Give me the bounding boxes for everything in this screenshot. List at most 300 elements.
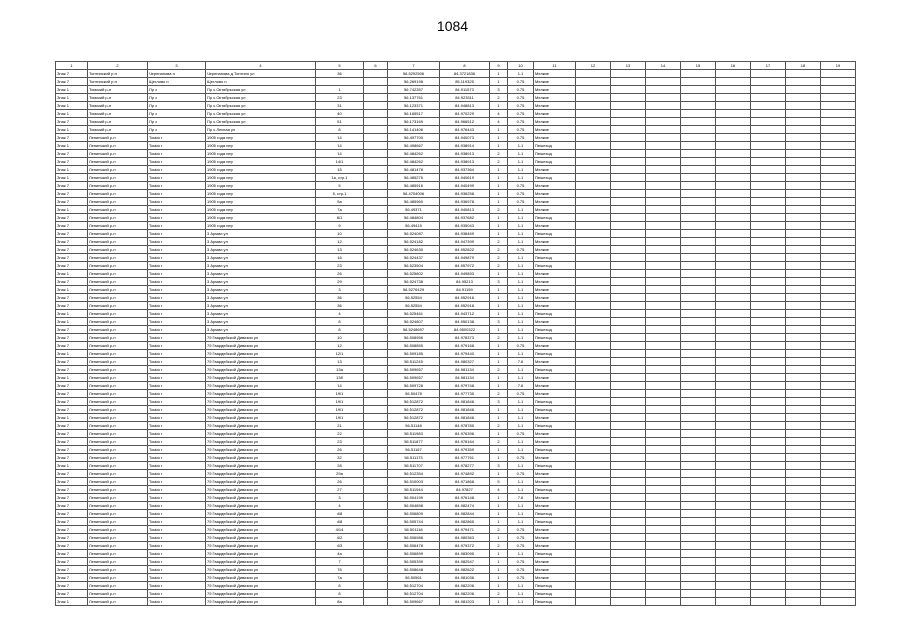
table-row — [56, 150, 856, 158]
table-cell — [786, 390, 821, 398]
table-cell: 84.952918 — [440, 302, 490, 310]
table-cell — [576, 206, 611, 214]
table-cell: 84.940073 — [440, 134, 490, 142]
table-cell — [716, 270, 751, 278]
table-cell: Ленинский р-н — [88, 598, 148, 606]
table-row — [56, 502, 856, 510]
table-cell: 79 Гвардейской Дивизии ул — [206, 430, 316, 438]
table-cell — [681, 214, 716, 222]
table-cell: 3 — [490, 462, 508, 470]
table-cell — [751, 70, 786, 78]
table-cell: 3 — [490, 398, 508, 406]
table-cell — [364, 310, 388, 318]
table-cell — [576, 70, 611, 78]
table-cell — [786, 542, 821, 550]
table-cell — [821, 542, 856, 550]
table-cell — [821, 574, 856, 582]
table-cell: Пешеход — [534, 142, 576, 150]
table-cell: 84.977761 — [440, 454, 490, 462]
table-cell — [716, 414, 751, 422]
table-cell: Знак 1 — [56, 206, 88, 214]
table-cell: Ленинский р-н — [88, 558, 148, 566]
table-cell — [786, 118, 821, 126]
table-cell: 79 Гвардейской Дивизии ул — [206, 542, 316, 550]
table-cell — [821, 526, 856, 534]
table-cell: Ленинский р-н — [88, 358, 148, 366]
table-cell: 0.75 — [508, 566, 534, 574]
table-cell: 1 — [490, 574, 508, 582]
table-cell — [716, 374, 751, 382]
table-cell — [364, 566, 388, 574]
table-cell — [681, 222, 716, 230]
table-cell — [611, 158, 646, 166]
table-cell — [576, 286, 611, 294]
table-cell: 0.75 — [508, 118, 534, 126]
table-cell — [681, 582, 716, 590]
table-row — [56, 558, 856, 566]
table-cell: 84.981846 — [440, 414, 490, 422]
table-row — [56, 366, 856, 374]
table-cell — [646, 494, 681, 502]
table-cell: Ленинский р-н — [88, 166, 148, 174]
column-header: 8 — [440, 62, 490, 70]
table-cell — [646, 342, 681, 350]
table-cell — [576, 542, 611, 550]
table-cell — [611, 142, 646, 150]
table-cell: 1.1 — [508, 310, 534, 318]
table-cell: 51 — [316, 118, 364, 126]
table-cell: Ленинский р-н — [88, 542, 148, 550]
table-cell — [786, 222, 821, 230]
table-cell: Томск г — [148, 262, 206, 270]
table-cell: 13 — [316, 246, 364, 254]
table-cell: 40 — [316, 110, 364, 118]
table-cell: Мелкие — [534, 182, 576, 190]
table-cell: 84.983095 — [440, 550, 490, 558]
table-cell: Знак 7 — [56, 574, 88, 582]
table-cell: 1905 года пер — [206, 190, 316, 198]
table-cell: Мелкие — [534, 454, 576, 462]
table-cell: 4/3 — [316, 542, 364, 550]
table-cell: Томск г — [148, 406, 206, 414]
table-cell: Ленинский р-н — [88, 422, 148, 430]
table-cell — [611, 230, 646, 238]
table-cell — [786, 102, 821, 110]
table-cell — [646, 190, 681, 198]
table-cell — [681, 350, 716, 358]
table-cell: 28 — [316, 462, 364, 470]
table-cell: Топтинский р-н — [88, 70, 148, 78]
table-cell: Мелкие — [534, 358, 576, 366]
table-cell — [681, 574, 716, 582]
table-cell: Ленинский р-н — [88, 182, 148, 190]
table-cell: Знак 7 — [56, 406, 88, 414]
table-cell: Знак 7 — [56, 590, 88, 598]
table-cell — [681, 110, 716, 118]
table-cell: 1905 года пер — [206, 158, 316, 166]
table-cell: Знак 7 — [56, 550, 88, 558]
table-cell: 79 Гвардейской Дивизии ул — [206, 582, 316, 590]
table-cell: Томск г — [148, 574, 206, 582]
table-cell — [611, 334, 646, 342]
table-cell: 1905 года пер — [206, 174, 316, 182]
table-cell — [751, 550, 786, 558]
table-cell — [821, 558, 856, 566]
table-cell — [646, 286, 681, 294]
table-cell — [681, 478, 716, 486]
table-cell — [364, 110, 388, 118]
table-cell: 79 Гвардейской Дивизии ул — [206, 558, 316, 566]
table-cell — [646, 206, 681, 214]
table-cell — [786, 422, 821, 430]
table-cell — [646, 302, 681, 310]
table-cell — [716, 294, 751, 302]
table-cell — [821, 374, 856, 382]
table-cell — [576, 350, 611, 358]
table-cell: 84.978785 — [440, 422, 490, 430]
table-cell: 1.1 — [508, 590, 534, 598]
table-cell — [716, 422, 751, 430]
table-cell — [364, 542, 388, 550]
table-cell — [821, 478, 856, 486]
table-cell — [821, 278, 856, 286]
table-cell: Томск г — [148, 414, 206, 422]
table-cell: Знак 1 — [56, 94, 88, 102]
table-cell: 56.509657 — [388, 366, 440, 374]
table-cell — [716, 126, 751, 134]
table-cell: Пешеход — [534, 254, 576, 262]
table-cell: 56.506809 — [388, 510, 440, 518]
table-cell — [681, 134, 716, 142]
table-cell — [364, 398, 388, 406]
table-cell: Пешеход — [534, 350, 576, 358]
table-cell: 56.484262 — [388, 158, 440, 166]
table-cell — [364, 214, 388, 222]
table-cell — [646, 262, 681, 270]
table-cell — [576, 462, 611, 470]
table-cell — [821, 142, 856, 150]
table-cell — [751, 326, 786, 334]
table-cell: 84.970229 — [440, 110, 490, 118]
table-cell: 23 — [316, 438, 364, 446]
table-cell: 3 — [316, 494, 364, 502]
table-row — [56, 350, 856, 358]
table-cell: 84.97827 — [440, 486, 490, 494]
table-row — [56, 590, 856, 598]
table-cell: Знак 7 — [56, 302, 88, 310]
table-cell: 56.524182 — [388, 238, 440, 246]
table-cell: 19/1 — [316, 390, 364, 398]
table-cell: Мелкие — [534, 574, 576, 582]
table-cell: 21 — [316, 422, 364, 430]
table-cell — [646, 486, 681, 494]
table-row — [56, 214, 856, 222]
table-cell: 1 — [490, 294, 508, 302]
table-cell: 79 Гвардейской Дивизии ул — [206, 478, 316, 486]
table-cell — [786, 110, 821, 118]
table-cell — [681, 126, 716, 134]
table-cell: Пр с.Октябрьская ул — [206, 86, 316, 94]
table-cell — [681, 462, 716, 470]
table-cell — [751, 358, 786, 366]
table-cell: Пешеход — [534, 150, 576, 158]
table-cell — [786, 70, 821, 78]
table-cell: Мелкие — [534, 126, 576, 134]
table-cell: Знак 7 — [56, 214, 88, 222]
table-cell: Ленинский р-н — [88, 518, 148, 526]
table-cell — [576, 262, 611, 270]
table-cell — [611, 358, 646, 366]
table-cell — [821, 182, 856, 190]
table-cell — [751, 278, 786, 286]
table-cell — [646, 254, 681, 262]
table-cell — [576, 582, 611, 590]
table-cell — [364, 582, 388, 590]
table-cell: 1 — [490, 198, 508, 206]
table-cell: Ленинский р-н — [88, 406, 148, 414]
table-cell: Топтинский р-н — [88, 78, 148, 86]
table-cell: 1.1 — [508, 326, 534, 334]
table-cell: 2 — [490, 366, 508, 374]
column-header: 10 — [508, 62, 534, 70]
table-cell: 79 Гвардейской Дивизии ул — [206, 494, 316, 502]
table-cell — [751, 342, 786, 350]
table-cell: Мелкие — [534, 278, 576, 286]
table-cell — [364, 486, 388, 494]
table-cell — [751, 254, 786, 262]
table-cell: 79 Гвардейской Дивизии ул — [206, 358, 316, 366]
table-cell — [681, 438, 716, 446]
table-cell — [611, 278, 646, 286]
table-cell — [751, 398, 786, 406]
table-cell — [716, 366, 751, 374]
table-cell: Томский р-н — [88, 102, 148, 110]
table-cell — [681, 598, 716, 606]
table-cell — [646, 222, 681, 230]
table-cell: Пр с.Октябрьская ул — [206, 94, 316, 102]
table-cell: Знак 7 — [56, 502, 88, 510]
table-cell: 56.481478 — [388, 166, 440, 174]
table-cell — [576, 214, 611, 222]
table-cell — [786, 190, 821, 198]
table-cell — [751, 78, 786, 86]
table-row — [56, 302, 856, 310]
table-cell: 79 Гвардейской Дивизии ул — [206, 566, 316, 574]
table-cell: Пешеход — [534, 214, 576, 222]
table-cell — [786, 78, 821, 86]
table-cell: 1 — [490, 134, 508, 142]
table-cell — [681, 374, 716, 382]
table-cell: Пр с — [148, 102, 206, 110]
table-cell — [681, 590, 716, 598]
table-cell: 1 — [490, 582, 508, 590]
table-cell: Томск г — [148, 486, 206, 494]
table-cell: 84.979359 — [440, 446, 490, 454]
table-cell: Мелкие — [534, 534, 576, 542]
table-cell — [611, 198, 646, 206]
table-cell: 10 — [316, 334, 364, 342]
table-cell — [751, 406, 786, 414]
table-cell — [751, 598, 786, 606]
table-cell — [821, 158, 856, 166]
table-cell — [821, 94, 856, 102]
table-cell: 1.1 — [508, 174, 534, 182]
table-cell: 2 — [490, 262, 508, 270]
table-cell — [821, 494, 856, 502]
table-cell: 36 — [316, 294, 364, 302]
table-cell — [611, 262, 646, 270]
table-cell: Знак 7 — [56, 366, 88, 374]
table-cell: 3 Армии ул — [206, 318, 316, 326]
table-row — [56, 142, 856, 150]
table-cell — [646, 166, 681, 174]
table-cell — [786, 470, 821, 478]
table-cell: Пешеход — [534, 174, 576, 182]
table-cell — [751, 222, 786, 230]
table-cell — [716, 214, 751, 222]
table-cell — [611, 190, 646, 198]
table-cell: 31 — [316, 102, 364, 110]
table-cell — [821, 230, 856, 238]
table-cell: Томск г — [148, 558, 206, 566]
table-cell — [611, 246, 646, 254]
table-cell — [646, 534, 681, 542]
table-cell: 84.980327 — [440, 358, 490, 366]
table-cell: Знак 1 — [56, 374, 88, 382]
table-cell: 84.979748 — [440, 382, 490, 390]
table-cell — [716, 574, 751, 582]
table-cell: Томск г — [148, 222, 206, 230]
table-cell: Знак 1 — [56, 126, 88, 134]
table-cell — [576, 454, 611, 462]
table-cell — [611, 134, 646, 142]
table-cell: 1.1 — [508, 262, 534, 270]
table-cell — [716, 150, 751, 158]
table-cell: Знак 7 — [56, 278, 88, 286]
table-cell — [821, 134, 856, 142]
table-cell: Знак 7 — [56, 494, 88, 502]
table-cell — [646, 510, 681, 518]
table-cell — [364, 118, 388, 126]
table-cell: 56.50561 — [388, 574, 440, 582]
table-cell: 1.1 — [508, 350, 534, 358]
table-cell: 12 — [316, 238, 364, 246]
table-cell: 56.49415 — [388, 222, 440, 230]
table-cell — [576, 494, 611, 502]
table-cell: 2 — [490, 254, 508, 262]
table-cell: Пешеход — [534, 366, 576, 374]
table-cell — [364, 438, 388, 446]
table-cell: Томск г — [148, 142, 206, 150]
table-cell — [716, 342, 751, 350]
table-cell: Томск г — [148, 358, 206, 366]
table-cell — [576, 318, 611, 326]
table-cell — [716, 302, 751, 310]
table-cell: 19/1 — [316, 414, 364, 422]
table-cell — [576, 134, 611, 142]
table-cell — [786, 462, 821, 470]
table-cell — [716, 566, 751, 574]
table-cell: Ленинский р-н — [88, 150, 148, 158]
table-row — [56, 230, 856, 238]
table-cell: Знак 7 — [56, 422, 88, 430]
table-row — [56, 518, 856, 526]
table-cell: Ленинский р-н — [88, 190, 148, 198]
table-cell: 56.49371 — [388, 206, 440, 214]
table-cell — [821, 302, 856, 310]
table-cell — [786, 246, 821, 254]
column-header: 1 — [56, 62, 88, 70]
table-cell: Ленинский р-н — [88, 414, 148, 422]
table-cell: Знак 7 — [56, 70, 88, 78]
table-cell: 84.950138 — [440, 318, 490, 326]
table-cell: Знак 7 — [56, 446, 88, 454]
table-cell: 4 — [490, 486, 508, 494]
table-cell: Ленинский р-н — [88, 158, 148, 166]
table-cell — [716, 494, 751, 502]
table-cell: 56.524087 — [388, 230, 440, 238]
table-cell — [786, 366, 821, 374]
table-cell — [751, 310, 786, 318]
table-cell: 1 — [490, 494, 508, 502]
table-cell — [786, 150, 821, 158]
table-cell: 1 — [490, 342, 508, 350]
table-cell — [751, 470, 786, 478]
table-cell: 8 — [316, 126, 364, 134]
table-row — [56, 174, 856, 182]
table-cell: 1.1 — [508, 286, 534, 294]
table-cell — [576, 302, 611, 310]
table-cell: 56.506899 — [388, 550, 440, 558]
table-cell: 79 Гвардейской Дивизии ул — [206, 590, 316, 598]
table-cell: Томск г — [148, 454, 206, 462]
table-cell — [646, 382, 681, 390]
table-cell — [364, 382, 388, 390]
table-cell — [821, 126, 856, 134]
table-cell — [681, 198, 716, 206]
table-cell — [364, 590, 388, 598]
table-cell: Томск г — [148, 366, 206, 374]
column-header: 17 — [751, 62, 786, 70]
table-cell: 4/8 — [316, 510, 364, 518]
table-cell — [646, 94, 681, 102]
table-cell: 1 — [490, 70, 508, 78]
table-cell — [646, 238, 681, 246]
table-cell: 84.981203 — [440, 598, 490, 606]
table-cell: Пешеход — [534, 446, 576, 454]
table-cell: 0.75 — [508, 430, 534, 438]
table-cell — [364, 190, 388, 198]
table-cell: 79 Гвардейской Дивизии ул — [206, 382, 316, 390]
table-cell: Томск г — [148, 230, 206, 238]
table-cell: 1.1 — [508, 446, 534, 454]
table-cell: 84.952916 — [440, 294, 490, 302]
table-row — [56, 446, 856, 454]
data-table — [55, 61, 856, 606]
table-cell: 56.511707 — [388, 462, 440, 470]
table-cell — [786, 318, 821, 326]
table-cell — [751, 526, 786, 534]
table-cell: 0.75 — [508, 390, 534, 398]
table-cell — [786, 438, 821, 446]
table-cell — [821, 358, 856, 366]
table-cell: Ленинский р-н — [88, 142, 148, 150]
table-cell: 1.1 — [508, 230, 534, 238]
table-cell: 4/8 — [316, 518, 364, 526]
table-cell: 0.75 — [508, 470, 534, 478]
table-cell — [716, 518, 751, 526]
table-cell — [716, 406, 751, 414]
